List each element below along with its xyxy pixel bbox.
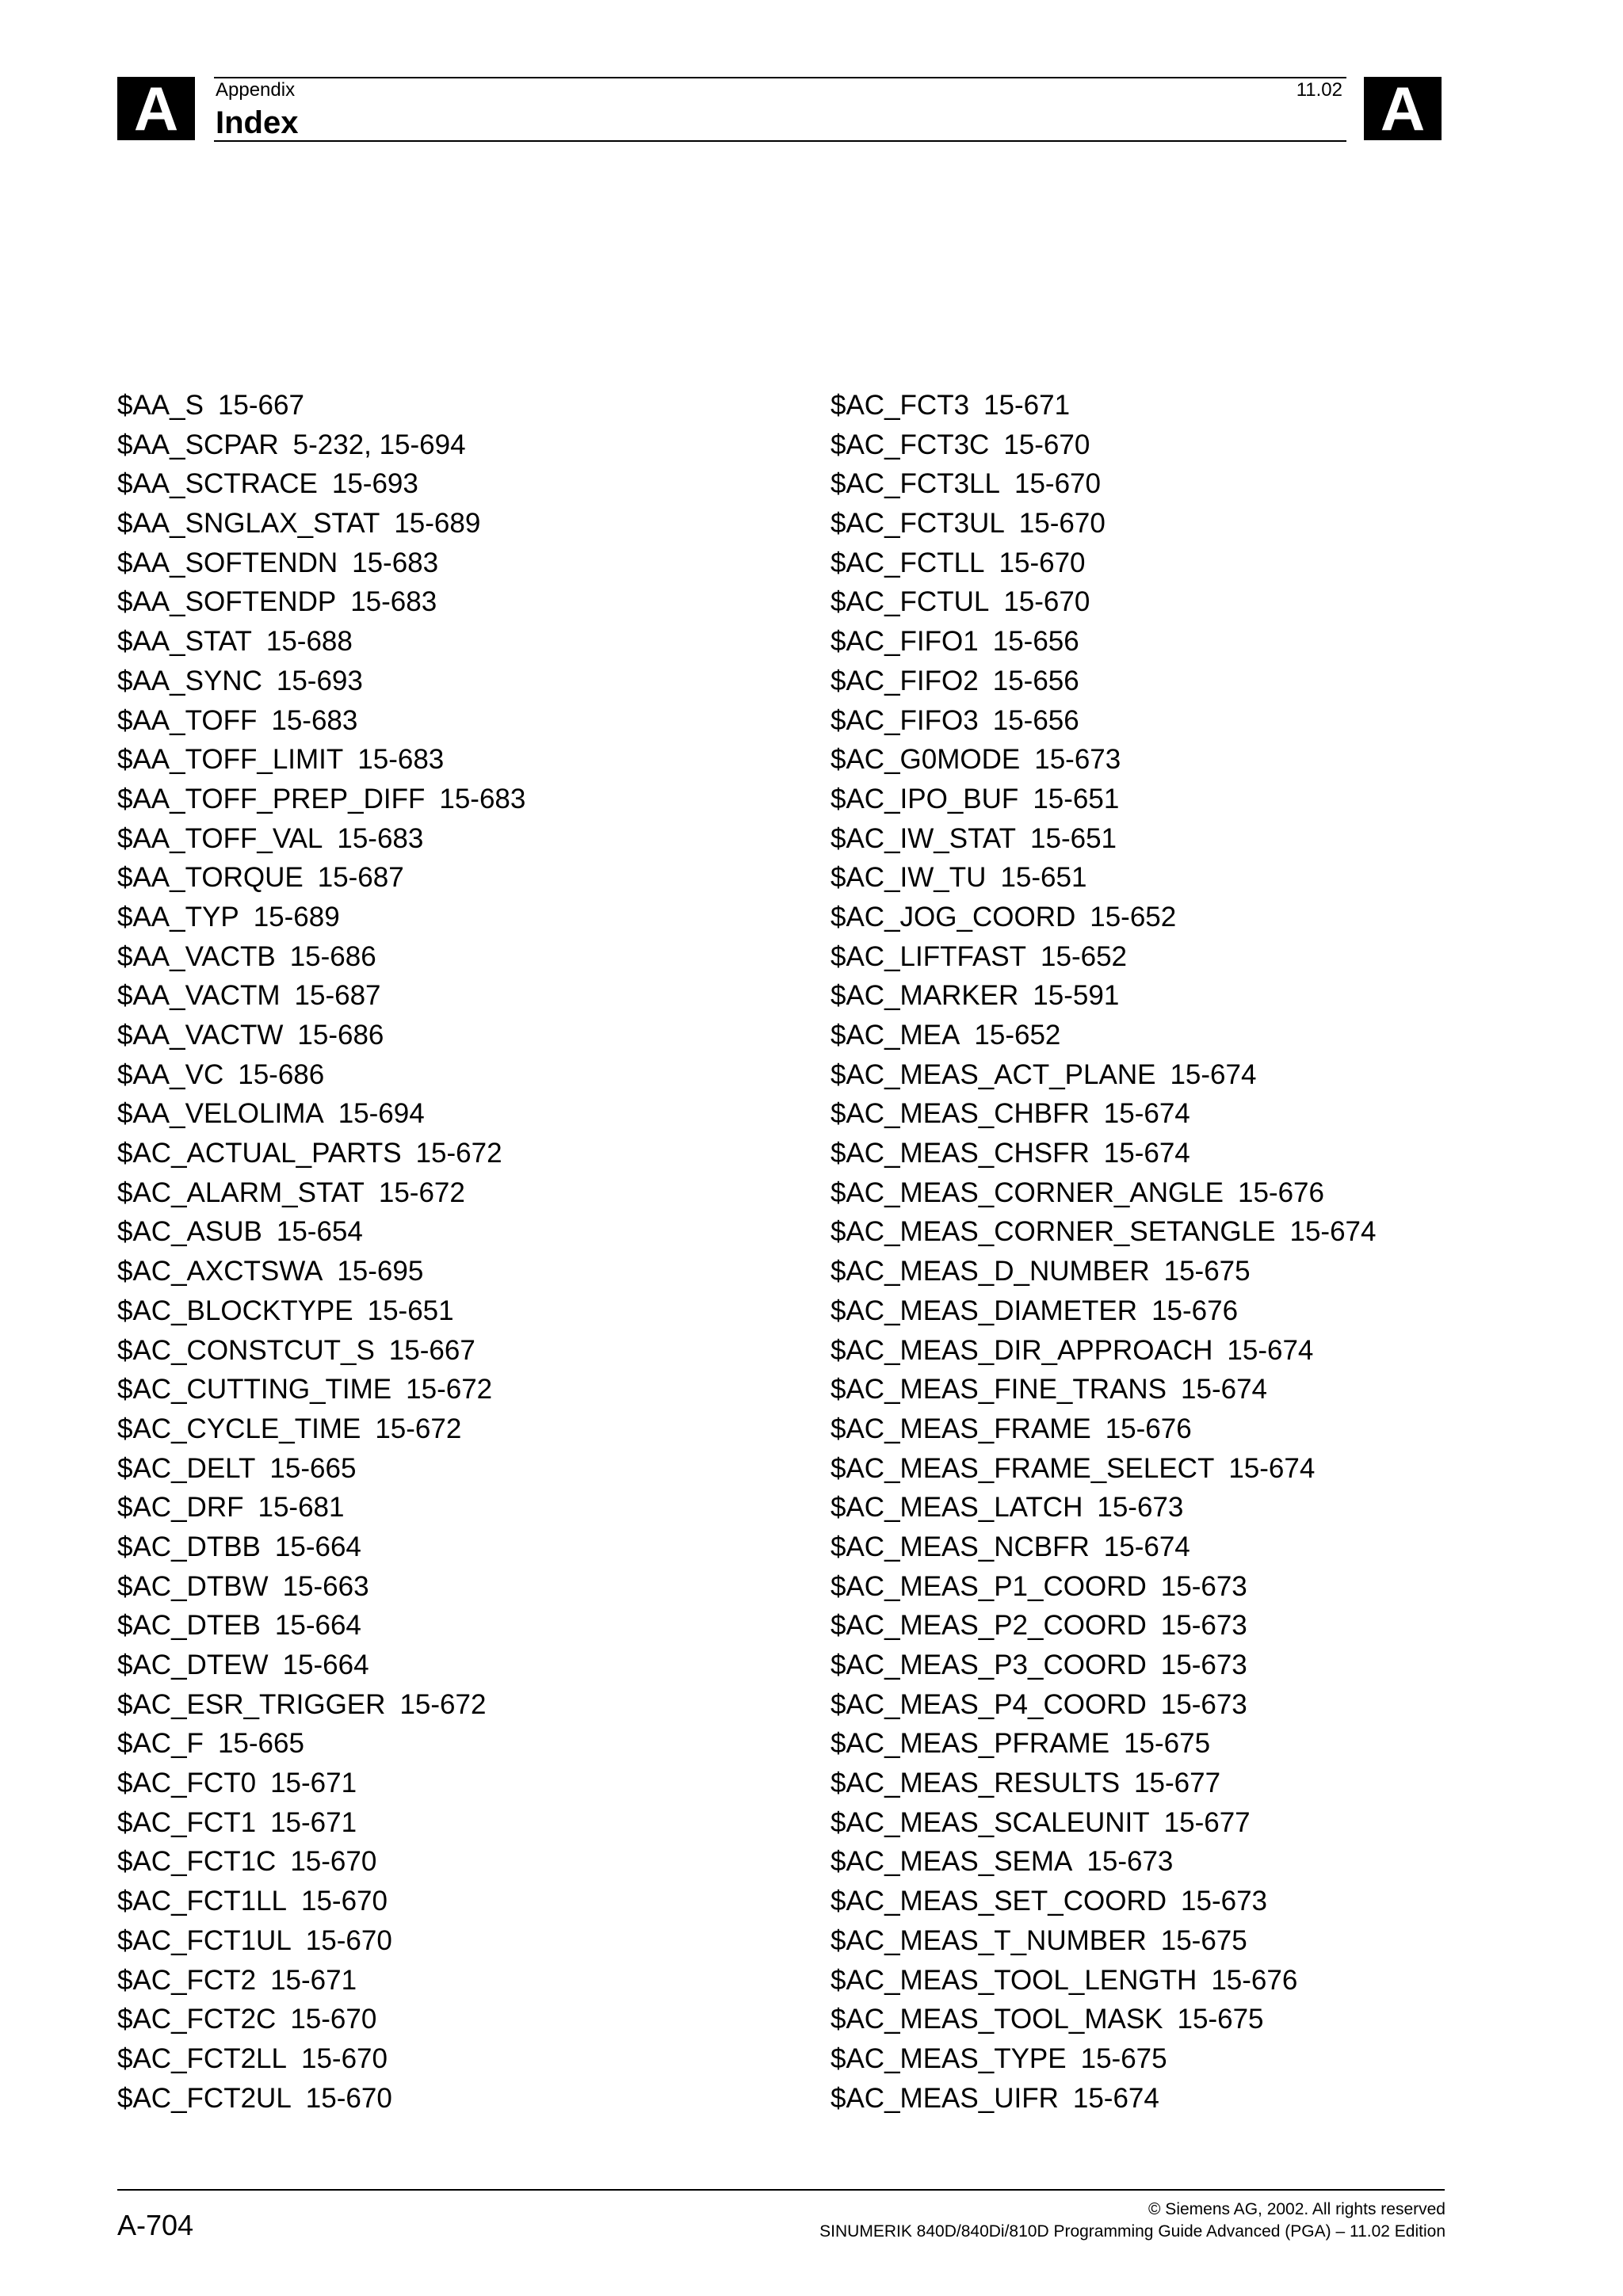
index-page-ref: 15-687 [294,980,381,1012]
index-entry [831,464,1376,504]
index-term: $AA_SYNC [117,665,262,696]
index-entry [831,701,1376,741]
index-page-ref: 15-651 [1030,822,1117,854]
index-page-ref: 15-674 [1103,1138,1190,1169]
index-page-ref: 15-686 [238,1058,325,1090]
index-entry [831,425,1376,465]
index-entry [831,1646,1376,1685]
index-term: $AC_FCTLL [831,547,985,578]
index-entry [831,976,1376,1016]
index-page-ref: 15-651 [367,1295,454,1326]
index-page-ref: 15-670 [1003,586,1090,618]
index-entry [117,1409,525,1449]
index-page-ref: 15-673 [1160,1610,1247,1642]
index-term: $AC_MEAS_P2_COORD [831,1610,1147,1642]
index-page-ref: 15-675 [1163,1256,1251,1287]
index-page-ref: 15-675 [1160,1924,1247,1956]
index-term: $AC_MEAS_ACT_PLANE [831,1058,1156,1090]
index-page-ref: 15-665 [217,1728,304,1760]
index-entry [831,1567,1376,1607]
index-term: $AC_FIFO1 [831,626,979,658]
index-page-ref: 15-671 [983,390,1071,421]
index-term: $AA_SCTRACE [117,468,318,500]
index-entry [831,1803,1376,1843]
index-term: $AC_FCT1C [117,1846,277,1878]
index-term: $AA_SOFTENDN [117,547,338,578]
index-entry [117,662,525,701]
index-term: $AC_IPO_BUF [831,783,1019,814]
index-entry [831,819,1376,859]
index-term: $AC_ESR_TRIGGER [117,1688,386,1720]
index-page-ref: 15-676 [1238,1177,1324,1208]
index-term: $AC_FCT3C [831,429,990,460]
index-page-ref: 15-670 [305,2082,392,2114]
index-page-ref: 15-673 [1160,1570,1247,1602]
index-entry [831,740,1376,780]
index-page-ref: 15-689 [253,901,340,933]
index-entry [117,1094,525,1134]
index-page-ref: 15-670 [305,1924,392,1956]
index-term: $AC_MEAS_SCALEUNIT [831,1806,1150,1838]
index-entry [117,1882,525,1921]
index-page-ref: 15-652 [1090,901,1177,933]
index-page-ref: 15-673 [1181,1886,1268,1917]
index-term: $AA_VACTB [117,940,276,972]
index-page-ref: 15-670 [290,2004,377,2035]
index-entry [831,937,1376,977]
index-term: $AC_CYCLE_TIME [117,1413,361,1444]
index-entry [117,582,525,622]
index-entry [831,1252,1376,1291]
edition-label: 11.02 [1296,79,1342,101]
index-entry [117,1803,525,1843]
index-page-ref: 15-693 [276,665,363,696]
index-page-ref: 15-670 [999,547,1086,578]
index-page-ref: 15-670 [290,1846,377,1878]
index-term: $AA_TOFF [117,704,258,736]
index-entry [117,2000,525,2039]
index-term: $AC_MEAS_LATCH [831,1492,1083,1524]
index-entry [117,543,525,583]
index-term: $AA_VACTM [117,980,281,1012]
index-term: $AC_MEAS_FINE_TRANS [831,1374,1167,1405]
index-entry [117,1527,525,1567]
index-entry [117,780,525,819]
index-term: $AC_MEAS_D_NUMBER [831,1256,1150,1287]
index-entry [117,1449,525,1489]
index-page-ref: 15-681 [258,1492,345,1524]
index-entry [831,1449,1376,1489]
index-page-ref: 15-663 [282,1570,369,1602]
index-term: $AC_FCT2LL [117,2042,287,2074]
index-page-ref: 15-673 [1097,1492,1184,1524]
index-term: $AC_FCT2C [117,2004,277,2035]
index-entry [117,1055,525,1095]
index-term: $AC_FCT3 [831,390,970,421]
index-page-ref: 15-686 [289,940,376,972]
index-page-ref: 15-676 [1151,1295,1239,1326]
index-page-ref: 15-683 [337,822,424,854]
index-entry [831,1094,1376,1134]
index-entry [831,2079,1376,2119]
index-entry [831,1921,1376,1961]
index-term: $AC_ALARM_STAT [117,1177,365,1208]
index-page-ref: 15-674 [1170,1058,1257,1090]
index-page-ref: 15-672 [415,1138,502,1169]
index-page-ref: 15-693 [331,468,418,500]
index-term: $AA_SOFTENDP [117,586,337,618]
index-entry [831,1173,1376,1213]
index-term: $AC_DELT [117,1452,256,1484]
index-page-ref: 15-694 [338,1098,425,1130]
index-entry [831,1055,1376,1095]
index-page-ref: 15-687 [317,862,404,894]
index-term: $AC_FIFO3 [831,704,979,736]
index-term: $AC_MEAS_P1_COORD [831,1570,1147,1602]
index-page-ref: 15-591 [1033,980,1120,1012]
index-entry [117,1173,525,1213]
index-entry [117,1961,525,2000]
index-term: $AC_MEAS_TYPE [831,2042,1067,2074]
index-entry [831,1291,1376,1331]
index-term: $AA_SCPAR [117,429,279,460]
index-page-ref: 15-672 [375,1413,462,1444]
index-entry [831,1961,1376,2000]
index-entry [117,1606,525,1646]
index-page-ref: 15-683 [439,783,526,814]
index-page-ref: 15-667 [388,1334,475,1366]
index-page-ref: 5-232, 15-694 [292,429,466,460]
index-term: $AC_MEAS_CORNER_ANGLE [831,1177,1224,1208]
appendix-badge-right: A [1364,77,1442,140]
index-entry [117,1842,525,1882]
index-entry [117,701,525,741]
index-page-ref: 15-654 [276,1216,363,1248]
index-entry [831,582,1376,622]
index-page-ref: 15-673 [1086,1846,1174,1878]
index-term: $AC_FIFO2 [831,665,979,696]
index-page-ref: 15-675 [1177,2004,1264,2035]
index-entry [117,1370,525,1409]
index-term: $AA_VELOLIMA [117,1098,324,1130]
index-entry [831,622,1376,662]
index-page-ref: 15-672 [378,1177,465,1208]
index-page-ref: 15-670 [300,1886,388,1917]
index-term: $AA_TOFF_VAL [117,822,323,854]
index-page-ref: 15-665 [269,1452,357,1484]
index-page-ref: 15-674 [1072,2082,1159,2114]
index-page-ref: 15-677 [1163,1806,1251,1838]
index-page-ref: 15-675 [1080,2042,1167,2074]
index-entry [831,386,1376,425]
index-entry [117,504,525,543]
index-page-ref: 15-683 [357,744,445,776]
index-entry [117,898,525,937]
index-page-ref: 15-671 [270,1768,357,1799]
index-page-ref: 15-670 [1018,508,1106,540]
index-page-ref: 15-674 [1227,1334,1314,1366]
section-label: Appendix [216,79,296,101]
index-page-ref: 15-652 [1041,940,1128,972]
index-page-ref: 15-651 [1033,783,1120,814]
index-entry [117,1331,525,1371]
index-term: $AA_STAT [117,626,252,658]
index-entry [831,504,1376,543]
footer-rule [117,2189,1445,2191]
index-page-ref: 15-656 [992,704,1079,736]
index-page-ref: 15-673 [1160,1650,1247,1680]
index-column-left [117,386,525,2118]
index-term: $AC_IW_TU [831,862,987,894]
index-term: $AC_AXCTSWA [117,1256,323,1287]
index-term: $AC_MEAS_RESULTS [831,1768,1121,1799]
index-page-ref: 15-673 [1034,744,1121,776]
index-page-ref: 15-674 [1103,1531,1190,1562]
index-term: $AC_MEAS_DIR_APPROACH [831,1334,1213,1366]
index-page-ref: 15-672 [399,1688,487,1720]
page-number: A-704 [117,2209,194,2241]
index-entry [831,1842,1376,1882]
index-term: $AA_VACTW [117,1020,284,1051]
index-term: $AC_MEAS_CHSFR [831,1138,1090,1169]
index-term: $AC_LIFTFAST [831,940,1027,972]
index-page-ref: 15-670 [1003,429,1090,460]
index-entry [117,2039,525,2079]
index-term: $AA_SNGLAX_STAT [117,508,380,540]
index-entry [831,2000,1376,2039]
index-entry [117,464,525,504]
index-entry [831,1016,1376,1055]
index-entry [117,858,525,898]
index-entry [117,1724,525,1764]
index-page-ref: 15-674 [1181,1374,1268,1405]
index-term: $AC_ACTUAL_PARTS [117,1138,402,1169]
index-term: $AC_MEAS_NCBFR [831,1531,1090,1562]
index-entry [117,819,525,859]
index-term: $AC_FCT3LL [831,468,1000,500]
index-term: $AC_MEAS_UIFR [831,2082,1059,2114]
index-page-ref: 15-686 [297,1020,384,1051]
index-entry [117,1567,525,1607]
index-term: $AC_FCT3UL [831,508,1005,540]
index-page-ref: 15-683 [352,547,439,578]
index-entry [117,1212,525,1252]
appendix-badge-left: A [117,77,195,140]
index-term: $AC_FCT1 [117,1806,257,1838]
index-term: $AC_MEAS_TOOL_LENGTH [831,1964,1197,1996]
index-page-ref: 15-656 [992,665,1079,696]
index-page-ref: 15-673 [1160,1688,1247,1720]
index-entry [831,1764,1376,1803]
index-term: $AC_MEAS_T_NUMBER [831,1924,1147,1956]
index-entry [831,898,1376,937]
index-term: $AC_MEAS_P3_COORD [831,1650,1147,1680]
index-entry [117,425,525,465]
index-term: $AC_DTEB [117,1610,261,1642]
index-term: $AC_JOG_COORD [831,901,1076,933]
index-page-ref: 15-688 [265,626,353,658]
index-entry [117,976,525,1016]
index-term: $AA_TOFF_LIMIT [117,744,344,776]
index-term: $AA_VC [117,1058,224,1090]
index-term: $AC_CONSTCUT_S [117,1334,375,1366]
index-term: $AC_FCT2UL [117,2082,292,2114]
document-title: SINUMERIK 840D/840Di/810D Programming Guide Advanced (PGA) – 11.02 Edition [819,2222,1445,2241]
index-page-ref: 15-670 [1014,468,1101,500]
index-page-ref: 15-683 [271,704,358,736]
index-page-ref: 15-674 [1289,1216,1377,1248]
index-column-right [831,386,1376,2118]
index-term: $AC_ASUB [117,1216,262,1248]
index-term: $AA_TORQUE [117,862,304,894]
index-page-ref: 15-656 [992,626,1079,658]
index-term: $AC_DRF [117,1492,244,1524]
index-term: $AC_MEAS_DIAMETER [831,1295,1138,1326]
index-term: $AC_MEA [831,1020,960,1051]
index-page-ref: 15-689 [394,508,481,540]
index-term: $AC_MEAS_FRAME [831,1413,1091,1444]
index-term: $AC_FCT1LL [117,1886,287,1917]
index-term: $AC_FCT0 [117,1768,257,1799]
index-entry [831,1134,1376,1173]
index-entry [117,1291,525,1331]
index-entry [831,1488,1376,1527]
index-entry [117,937,525,977]
index-entry [831,1882,1376,1921]
index-term: $AA_TYP [117,901,239,933]
index-page-ref: 15-651 [1000,862,1087,894]
index-page-ref: 15-674 [1103,1098,1190,1130]
index-page-ref: 15-671 [270,1964,357,1996]
index-entry [831,780,1376,819]
index-entry [117,1252,525,1291]
index-entry [831,1370,1376,1409]
index-term: $AC_DTBB [117,1531,261,1562]
index-entry [117,1016,525,1055]
index-entry [117,1134,525,1173]
index-term: $AC_FCTUL [831,586,990,618]
index-page-ref: 15-683 [350,586,437,618]
index-term: $AC_CUTTING_TIME [117,1374,392,1405]
index-entry [831,1212,1376,1252]
index-term: $AA_TOFF_PREP_DIFF [117,783,426,814]
index-entry [117,386,525,425]
index-entry [117,1488,525,1527]
header-rule-bottom [214,140,1346,142]
index-entry [831,1527,1376,1567]
index-entry [831,2039,1376,2079]
index-entry [117,622,525,662]
index-entry [831,1685,1376,1725]
index-term: $AC_FCT1UL [117,1924,292,1956]
page-title: Index [216,105,299,140]
index-term: $AC_FCT2 [117,1964,257,1996]
index-term: $AC_DTEW [117,1650,269,1680]
index-page-ref: 15-676 [1105,1413,1192,1444]
index-entry [831,1331,1376,1371]
index-entry [831,1409,1376,1449]
index-page-ref: 15-671 [270,1806,357,1838]
index-page-ref: 15-652 [974,1020,1061,1051]
index-term: $AC_MEAS_P4_COORD [831,1688,1147,1720]
index-term: $AC_MEAS_SEMA [831,1846,1073,1878]
index-term: $AC_MARKER [831,980,1019,1012]
header-rule-top [214,77,1346,78]
index-entry [117,1685,525,1725]
index-term: $AC_MEAS_SET_COORD [831,1886,1167,1917]
index-page-ref: 15-677 [1134,1768,1221,1799]
index-entry [117,740,525,780]
index-page-ref: 15-664 [282,1650,369,1680]
index-page-ref: 15-664 [274,1531,361,1562]
index-page-ref: 15-664 [274,1610,361,1642]
index-page-ref: 15-674 [1228,1452,1316,1484]
index-page-ref: 15-670 [300,2042,388,2074]
index-term: $AC_MEAS_FRAME_SELECT [831,1452,1215,1484]
copyright-notice: © Siemens AG, 2002. All rights reserved [1148,2200,1445,2218]
index-page-ref: 15-695 [337,1256,424,1287]
index-entry [117,2079,525,2119]
index-entry [831,1724,1376,1764]
index-term: $AC_MEAS_CHBFR [831,1098,1090,1130]
index-term: $AC_MEAS_CORNER_SETANGLE [831,1216,1276,1248]
index-term: $AC_IW_STAT [831,822,1017,854]
index-page-ref: 15-672 [406,1374,493,1405]
index-entry [117,1764,525,1803]
index-term: $AC_DTBW [117,1570,269,1602]
index-term: $AC_MEAS_PFRAME [831,1728,1110,1760]
index-entry [831,1606,1376,1646]
index-entry [831,543,1376,583]
index-page-ref: 15-675 [1124,1728,1211,1760]
index-term: $AC_MEAS_TOOL_MASK [831,2004,1163,2035]
index-term: $AC_BLOCKTYPE [117,1295,353,1326]
index-entry [117,1646,525,1685]
index-page-ref: 15-676 [1211,1964,1298,1996]
index-entry [831,858,1376,898]
index-term: $AC_G0MODE [831,744,1021,776]
index-term: $AA_S [117,390,204,421]
index-entry [117,1921,525,1961]
index-page-ref: 15-667 [217,390,304,421]
index-entry [831,662,1376,701]
index-term: $AC_F [117,1728,204,1760]
